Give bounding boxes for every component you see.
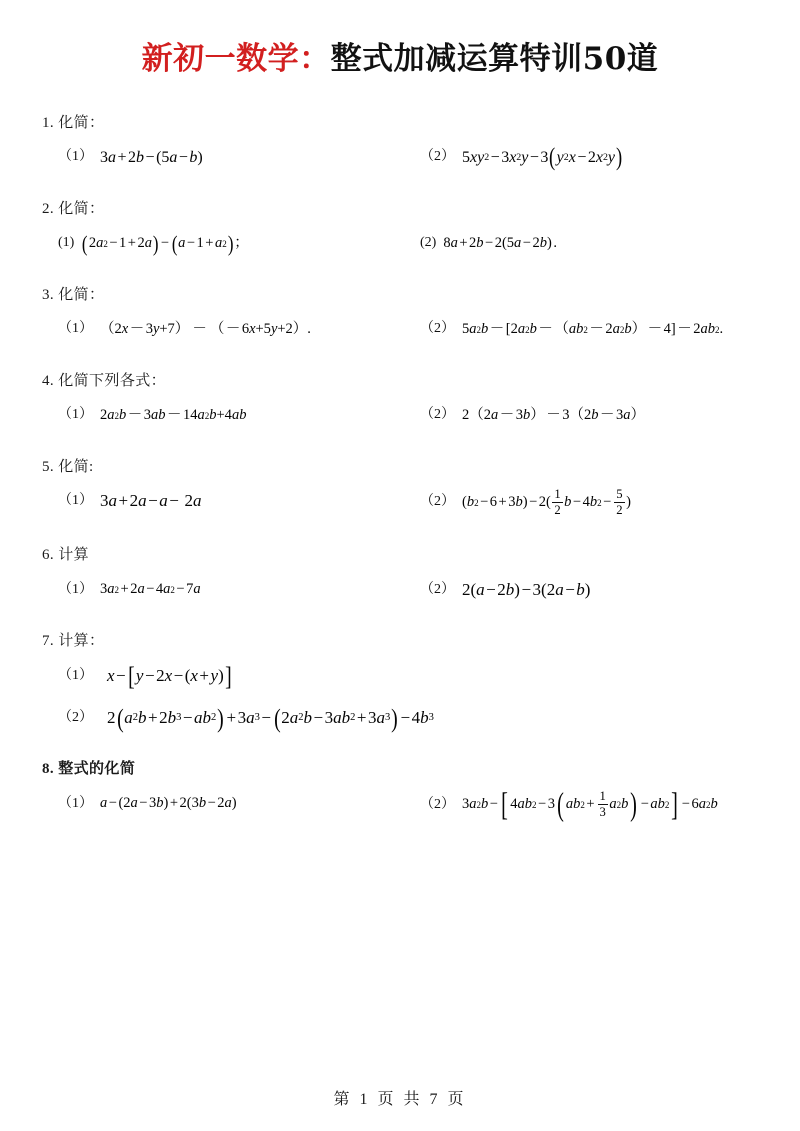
page-title [36,0,764,85]
problem-8-body [36,787,764,824]
math-expression: ( b 2 − 6 + 3 b ) − 2( $\frac{1}{2}$ b − 4 b 2 − $\frac{5}{2}$ ) [462,487,631,517]
problem-8-heading [42,757,764,778]
problem-8-item-1 [36,791,412,817]
problem-2-item-2 [412,231,764,257]
problem-3-number: 3. [42,286,55,303]
problem-3-heading [42,283,764,304]
math-expression: 2( a − 2 b ) − 3(2 a − b ) [462,579,591,599]
problem-4-number: 4. [42,372,55,389]
math-expression: 3 a 2 b − [ 4 ab 2 − 3 ( ab 2 + $\frac{1}{3}$ a 2 b ) − ab 2 ] − 6 a 2 b [462,787,718,824]
item-label: （2） [420,149,455,165]
problem-2-body [36,231,764,257]
problem-7 [36,629,764,734]
problem-2-number: 2. [42,200,55,217]
problem-1-item-1 [36,145,412,171]
item-label: （1） [58,667,93,683]
problem-3-item-1 [36,317,412,343]
problem-3-heading-text: 化简： [58,286,105,303]
problem-6-item-2 [412,577,764,603]
problem-3-item-2 [412,317,764,343]
item-label: (2) [420,235,437,251]
item-label: （1） [58,407,93,423]
problem-7-item-2 [36,704,764,734]
problem-6-number: 6. [42,547,55,564]
problem-1 [36,111,764,171]
fraction-five-halves: $\frac{5}{2}$ [616,487,623,517]
problem-6-body [36,577,764,603]
page-indicator: 第 1 页 共 7 页 [333,1091,467,1108]
math-expression: 3 a + 2 b − (5 a − b ) [100,148,203,166]
problem-list [36,111,764,824]
problem-6-heading [42,543,764,564]
problem-5-body [36,489,764,517]
problem-1-heading [42,111,764,132]
title-red-segment: 新初一数学： [141,41,331,77]
problem-8-number: 8. [42,761,55,778]
problem-4-heading [42,369,764,390]
problem-8-heading-text: 整式的化简 [58,761,136,778]
problem-7-heading-text: 计算： [58,633,105,650]
problem-4-item-1 [36,403,412,429]
item-label: （1） [58,795,93,811]
math-expression: 8 a + 2 b − 2(5 a − 2 b ) . [443,234,557,251]
math-expression: 2 a 2 b － 3 ab － 14 a 2 b +4 ab [100,406,247,423]
problem-2-heading-text: 化简： [58,200,105,217]
math-expression: 2 ( a 2 b + 2 b 3 − ab 2 ) + 3 a 3 − ( 2 a 2 b − 3 ab 2 + 3 a 3 ) − 4 b 3 [107,704,434,734]
math-expression: x − [ y − 2 x − ( x + y ) ] [107,662,232,692]
problem-1-number: 1. [42,114,55,131]
math-expression: （2 x － 3 y +7） － （ － 6 x +5 y +2）. [100,320,311,337]
problem-1-item-2 [412,145,764,171]
problem-7-heading [42,629,764,650]
problem-7-body [36,662,764,734]
problem-7-number: 7. [42,633,55,650]
problem-1-heading-text: 化简： [58,114,105,131]
item-label: （1） [58,149,93,165]
problem-5 [36,455,764,517]
problem-4-item-2 [412,403,764,429]
title-black-segment: 整式加减运算特训50道 [330,41,659,77]
problem-6 [36,543,764,603]
item-label: （1） [58,493,93,509]
math-expression: 5 a 2 b － [2 a 2 b － （ ab 2 － 2 a 2 b ） － 4] － 2 ab 2 . [462,320,724,337]
page-footer [0,1086,800,1109]
problem-3 [36,283,764,343]
fraction-one-half: $\frac{1}{2}$ [554,487,561,517]
problem-5-number: 5. [42,458,55,475]
problem-2-heading [42,197,764,218]
problem-2 [36,197,764,257]
math-expression: 3 a 2 + 2 a − 4 a 2 − 7 a [100,581,201,598]
problem-3-body [36,317,764,343]
problem-4-body [36,403,764,429]
item-label: （2） [420,321,455,337]
item-label: （2） [420,407,455,423]
item-label: （2） [58,709,93,725]
fraction-one-third: $\frac{1}{3}$ [599,789,606,820]
problem-6-item-1 [36,577,412,603]
problem-5-heading [42,455,764,476]
math-expression: 3 a + 2 a − a − 2 a [100,491,202,511]
problem-1-body [36,145,764,171]
problem-2-item-1 [36,231,412,257]
math-expression: 2（2 a － 3 b ） － 3（2 b － 3 a ） [462,406,645,423]
math-expression: a − (2 a − 3 b ) + 2(3 b − 2 a ) [100,795,237,812]
problem-4 [36,369,764,429]
title-text [142,40,659,79]
problem-5-item-2 [412,489,764,517]
problem-4-heading-text: 化简下列各式： [58,372,167,389]
item-label: （1） [58,581,93,597]
item-label: (1) [58,235,75,251]
problem-7-item-1 [36,662,764,692]
item-label: （2） [420,796,455,812]
item-label: （2） [420,581,455,597]
math-expression: 5 xy 2 − 3 x 2 y − 3 ( y 2 x − 2 x 2 y ) [462,144,623,172]
problem-5-item-1 [36,489,412,515]
problem-5-heading-text: 化简: [58,458,94,475]
problem-8-item-2 [412,787,764,824]
problem-8 [36,757,764,824]
problem-6-heading-text: 计算 [58,547,90,564]
item-label: （1） [58,321,93,337]
math-expression: ( 2 a 2 − 1 + 2 a ) − ( a − 1 + a 2 ) ； [82,231,249,257]
item-label: （2） [420,494,455,510]
